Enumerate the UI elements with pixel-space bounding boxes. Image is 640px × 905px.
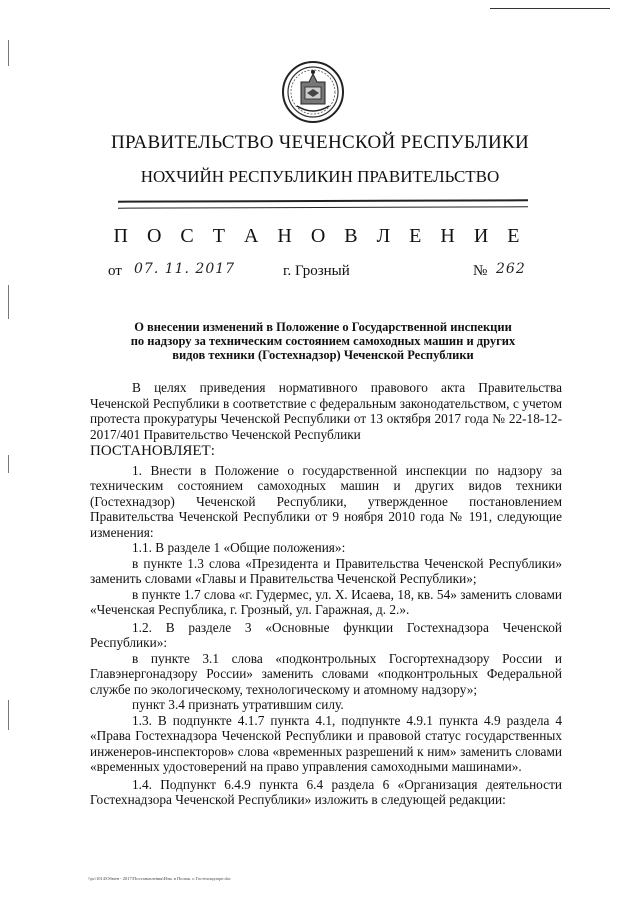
item-1-paragraph: 1. Внести в Положение о государственной инспекции по надзору за техническим состоянием самоходных машин и других видов техники (Гостехнадзор) Чеченской Республики, утвержденное постановлением Правительства Чеченской Республики от 9 ноября 2010 года № 191, следующие изменения: — [90, 462, 562, 540]
item-1-1-b-paragraph: в пункте 1.7 слова «г. Гудермес, ул. Х. Исаева, 18, кв. 54» заменить словами «Чеченская Республика, г. Грозный, ул. Гаражная, д. 2.». — [90, 586, 562, 617]
decree-number: 262 — [496, 261, 526, 277]
resolves-heading: ПОСТАНОВЛЯЕТ: — [90, 443, 215, 459]
item-1-2-heading: 1.2. В разделе 3 «Основные функции Гостехнадзора Чеченской Республики»: — [90, 619, 562, 650]
government-title-chechen: НОХЧИЙН РЕСПУБЛИКИН ПРАВИТЕЛЬСТВО — [140, 167, 500, 186]
document-type-title: П О С Т А Н О В Л Е Н И Е — [113, 225, 527, 247]
header-divider — [118, 199, 528, 208]
government-title: ПРАВИТЕЛЬСТВО ЧЕЧЕНСКОЙ РЕСПУБЛИКИ — [110, 132, 530, 153]
coat-of-arms-emblem — [281, 60, 345, 124]
scan-margin-mark — [8, 40, 9, 66]
item-1-4-paragraph: 1.4. Подпункт 6.4.9 пункта 6.4 раздела 6 «Организация деятельности Гостехнадзора Чеченской Республики» изложить в следующей редакции: — [90, 776, 562, 807]
date-prefix: от — [108, 263, 122, 279]
subject-line: по надзору за техническим состоянием самоходных машин и других — [130, 334, 516, 348]
item-1-1-heading: 1.1. В разделе 1 «Общие положения»: — [132, 540, 346, 555]
file-path-footer: \\pc\1014\Обмен - 2017\Постановления\Изм. в Полож. о Гостехнадзоре.doc — [88, 876, 231, 881]
item-1-2-a-paragraph: в пункте 3.1 слова «подконтрольных Госгортехнадзору России и Главэнергонадзору России» заменить словами «подконтрольных Федеральной службе по экологическому, технологическому и атомному надзору»; — [90, 650, 562, 697]
decree-date: 07. 11. 2017 — [134, 261, 236, 277]
preamble-paragraph: В целях приведения нормативного правового акта Правительства Чеченской Республики в соответствие с федеральным законодательством, с учетом протеста прокуратуры Чеченской Республики от 13 октября 2017 года № 22-18-12-2017/401 Правительство Чеченской Республики — [90, 380, 562, 442]
decree-city: г. Грозный — [283, 263, 350, 279]
scan-margin-mark — [8, 700, 9, 730]
item-1-3-paragraph: 1.3. В подпункте 4.1.7 пункта 4.1, подпункте 4.9.1 пункта 4.9 раздела 4 «Права Гостехнадзора Чеченской Республики и правовой статус государственных инженеров-инспекторов» слова «временных разрешений к ним» заменить словами «временных удостоверений на право управления самоходными машинами». — [90, 712, 562, 774]
subject-line: видов техники (Гостехнадзор) Чеченской Республики — [172, 348, 474, 362]
number-prefix: № — [473, 263, 488, 279]
subject-line: О внесении изменений в Положение о Государственной инспекции — [134, 320, 512, 334]
item-1-1-a-paragraph: в пункте 1.3 слова «Президента и Правительства Чеченской Республики» заменить словами «Главы и Правительства Чеченской Республики»; — [90, 555, 562, 586]
decree-subject — [95, 320, 551, 362]
decree-body — [90, 380, 562, 808]
scan-edge-line — [490, 8, 610, 9]
item-1-2-b-paragraph: пункт 3.4 признать утратившим силу. — [132, 697, 344, 712]
scan-margin-mark — [8, 285, 9, 319]
scan-margin-mark — [8, 455, 9, 473]
